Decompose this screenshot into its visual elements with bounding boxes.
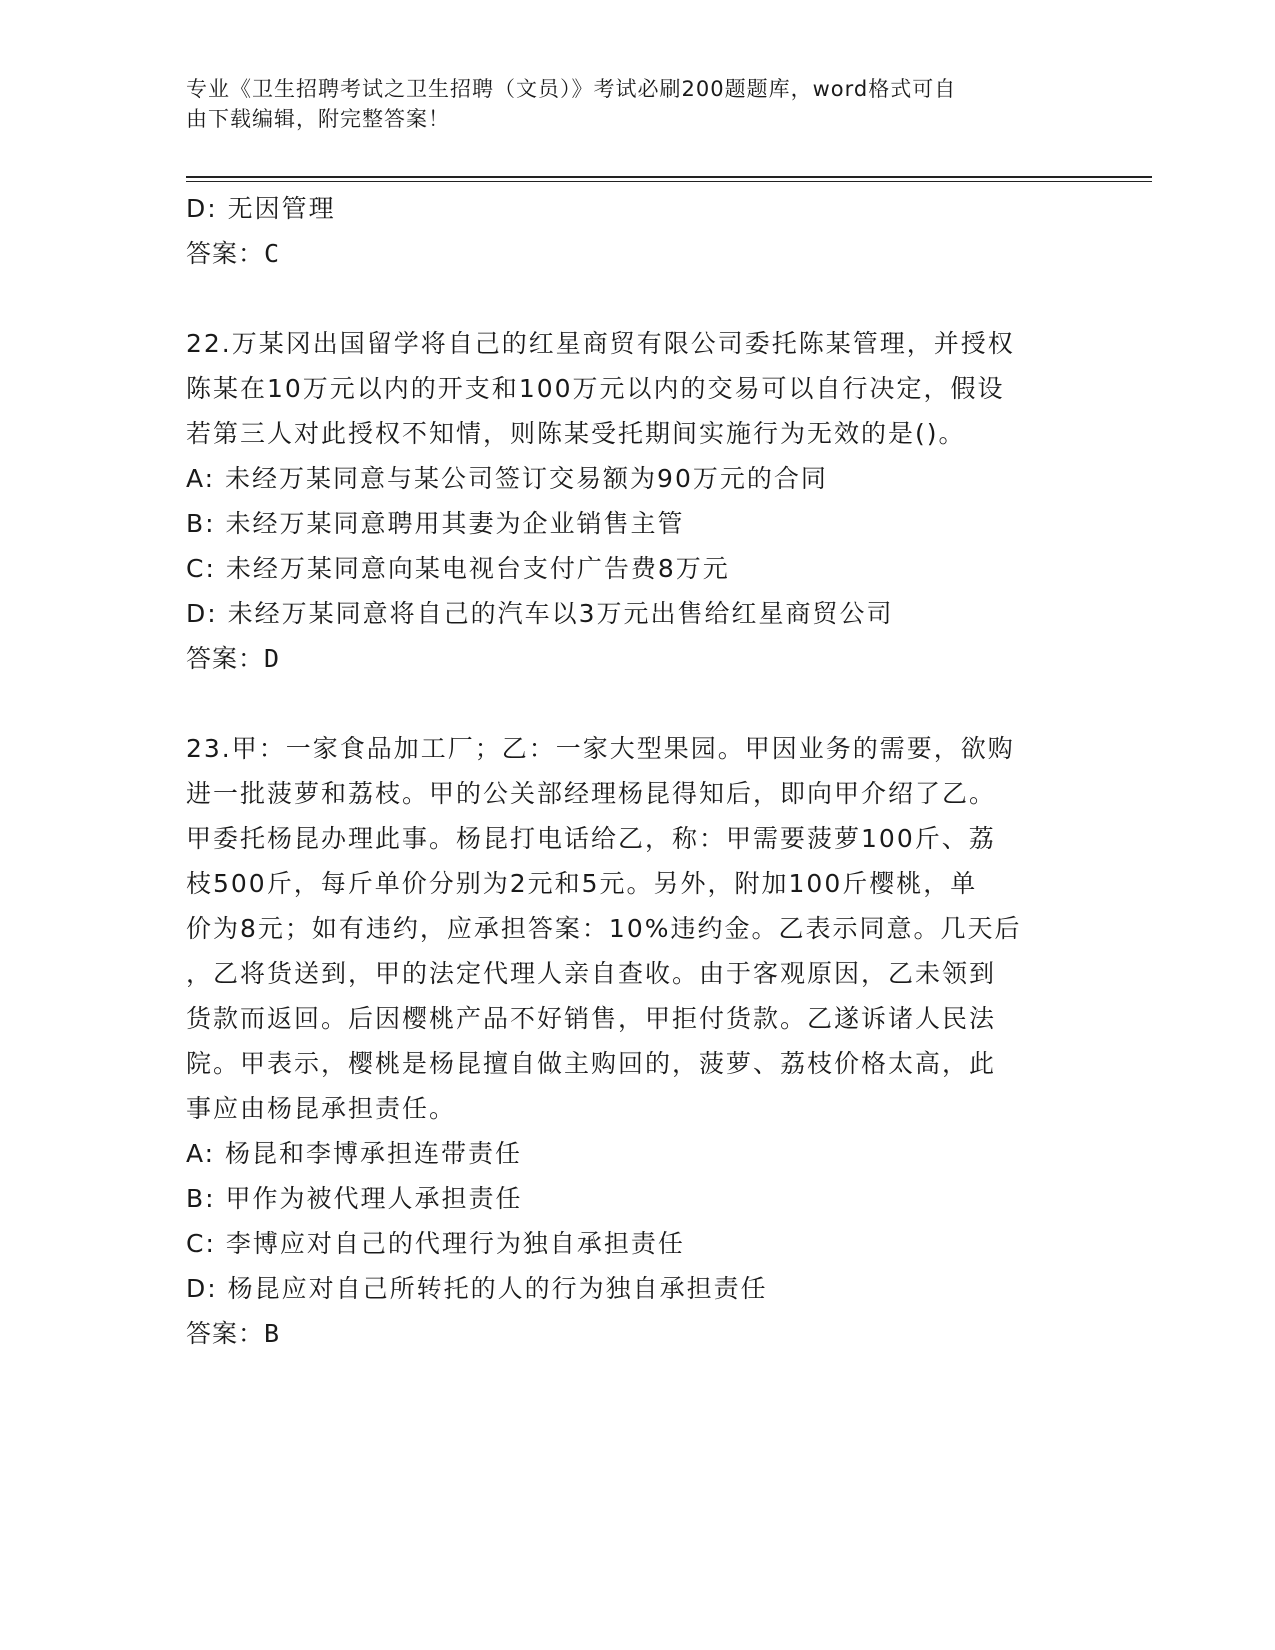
question-22 <box>186 321 1086 681</box>
question-23 <box>186 726 1086 1356</box>
question-text-line: 价为8元；如有违约，应承担答案：10%违约金。乙表示同意。几天后 <box>186 914 1022 943</box>
question-text-line: 院。甲表示，樱桃是杨昆擅自做主购回的，菠萝、荔枝价格太高，此 <box>186 1049 997 1078</box>
header-rule-thick <box>186 176 1152 178</box>
option-d: D: 无因管理 <box>186 194 336 223</box>
question-text-line: 事应由杨昆承担责任。 <box>186 1094 457 1123</box>
document-body <box>186 186 1086 1356</box>
question-text-line: 22.万某冈出国留学将自己的红星商贸有限公司委托陈某管理，并授权 <box>186 329 1015 358</box>
question-text-line: ，乙将货送到，甲的法定代理人亲自查收。由于客观原因，乙未领到 <box>186 959 997 988</box>
option-b: B: 未经万某同意聘用其妻为企业销售主管 <box>186 509 685 538</box>
option-a: A: 杨昆和李博承担连带责任 <box>186 1139 523 1168</box>
header-line-1: 专业《卫生招聘考试之卫生招聘（文员）》考试必刷200题题库，word格式可自 <box>186 77 957 101</box>
question-text-line: 23.甲：一家食品加工厂；乙：一家大型果园。甲因业务的需要，欲购 <box>186 734 1015 763</box>
spacer <box>186 276 1086 321</box>
option-a: A: 未经万某同意与某公司签订交易额为90万元的合同 <box>186 464 828 493</box>
question-text-line: 枝500斤，每斤单价分别为2元和5元。另外，附加100斤樱桃，单 <box>186 869 978 898</box>
option-b: B: 甲作为被代理人承担责任 <box>186 1184 523 1213</box>
answer-line: 答案：B <box>186 1319 281 1348</box>
header-rule-thin <box>186 181 1152 182</box>
question-text-line: 若第三人对此授权不知情，则陈某受托期间实施行为无效的是()。 <box>186 419 966 448</box>
option-c: C: 未经万某同意向某电视台支付广告费8万元 <box>186 554 730 583</box>
question-text-line: 货款而返回。后因樱桃产品不好销售，甲拒付货款。乙遂诉诸人民法 <box>186 1004 997 1033</box>
document-header <box>186 74 1066 134</box>
option-d: D: 未经万某同意将自己的汽车以3万元出售给红星商贸公司 <box>186 599 894 628</box>
option-c: C: 李博应对自己的代理行为独自承担责任 <box>186 1229 685 1258</box>
question-text-line: 进一批菠萝和荔枝。甲的公关部经理杨昆得知后，即向甲介绍了乙。 <box>186 779 997 808</box>
question-text-line: 甲委托杨昆办理此事。杨昆打电话给乙，称：甲需要菠萝100斤、荔 <box>186 824 996 853</box>
header-line-2: 由下载编辑，附完整答案！ <box>186 107 450 131</box>
answer-line: 答案：C <box>186 239 281 268</box>
answer-line: 答案：D <box>186 644 281 673</box>
question-text-line: 陈某在10万元以内的开支和100万元以内的交易可以自行决定，假设 <box>186 374 1005 403</box>
spacer <box>186 681 1086 726</box>
option-d: D: 杨昆应对自己所转托的人的行为独自承担责任 <box>186 1274 768 1303</box>
